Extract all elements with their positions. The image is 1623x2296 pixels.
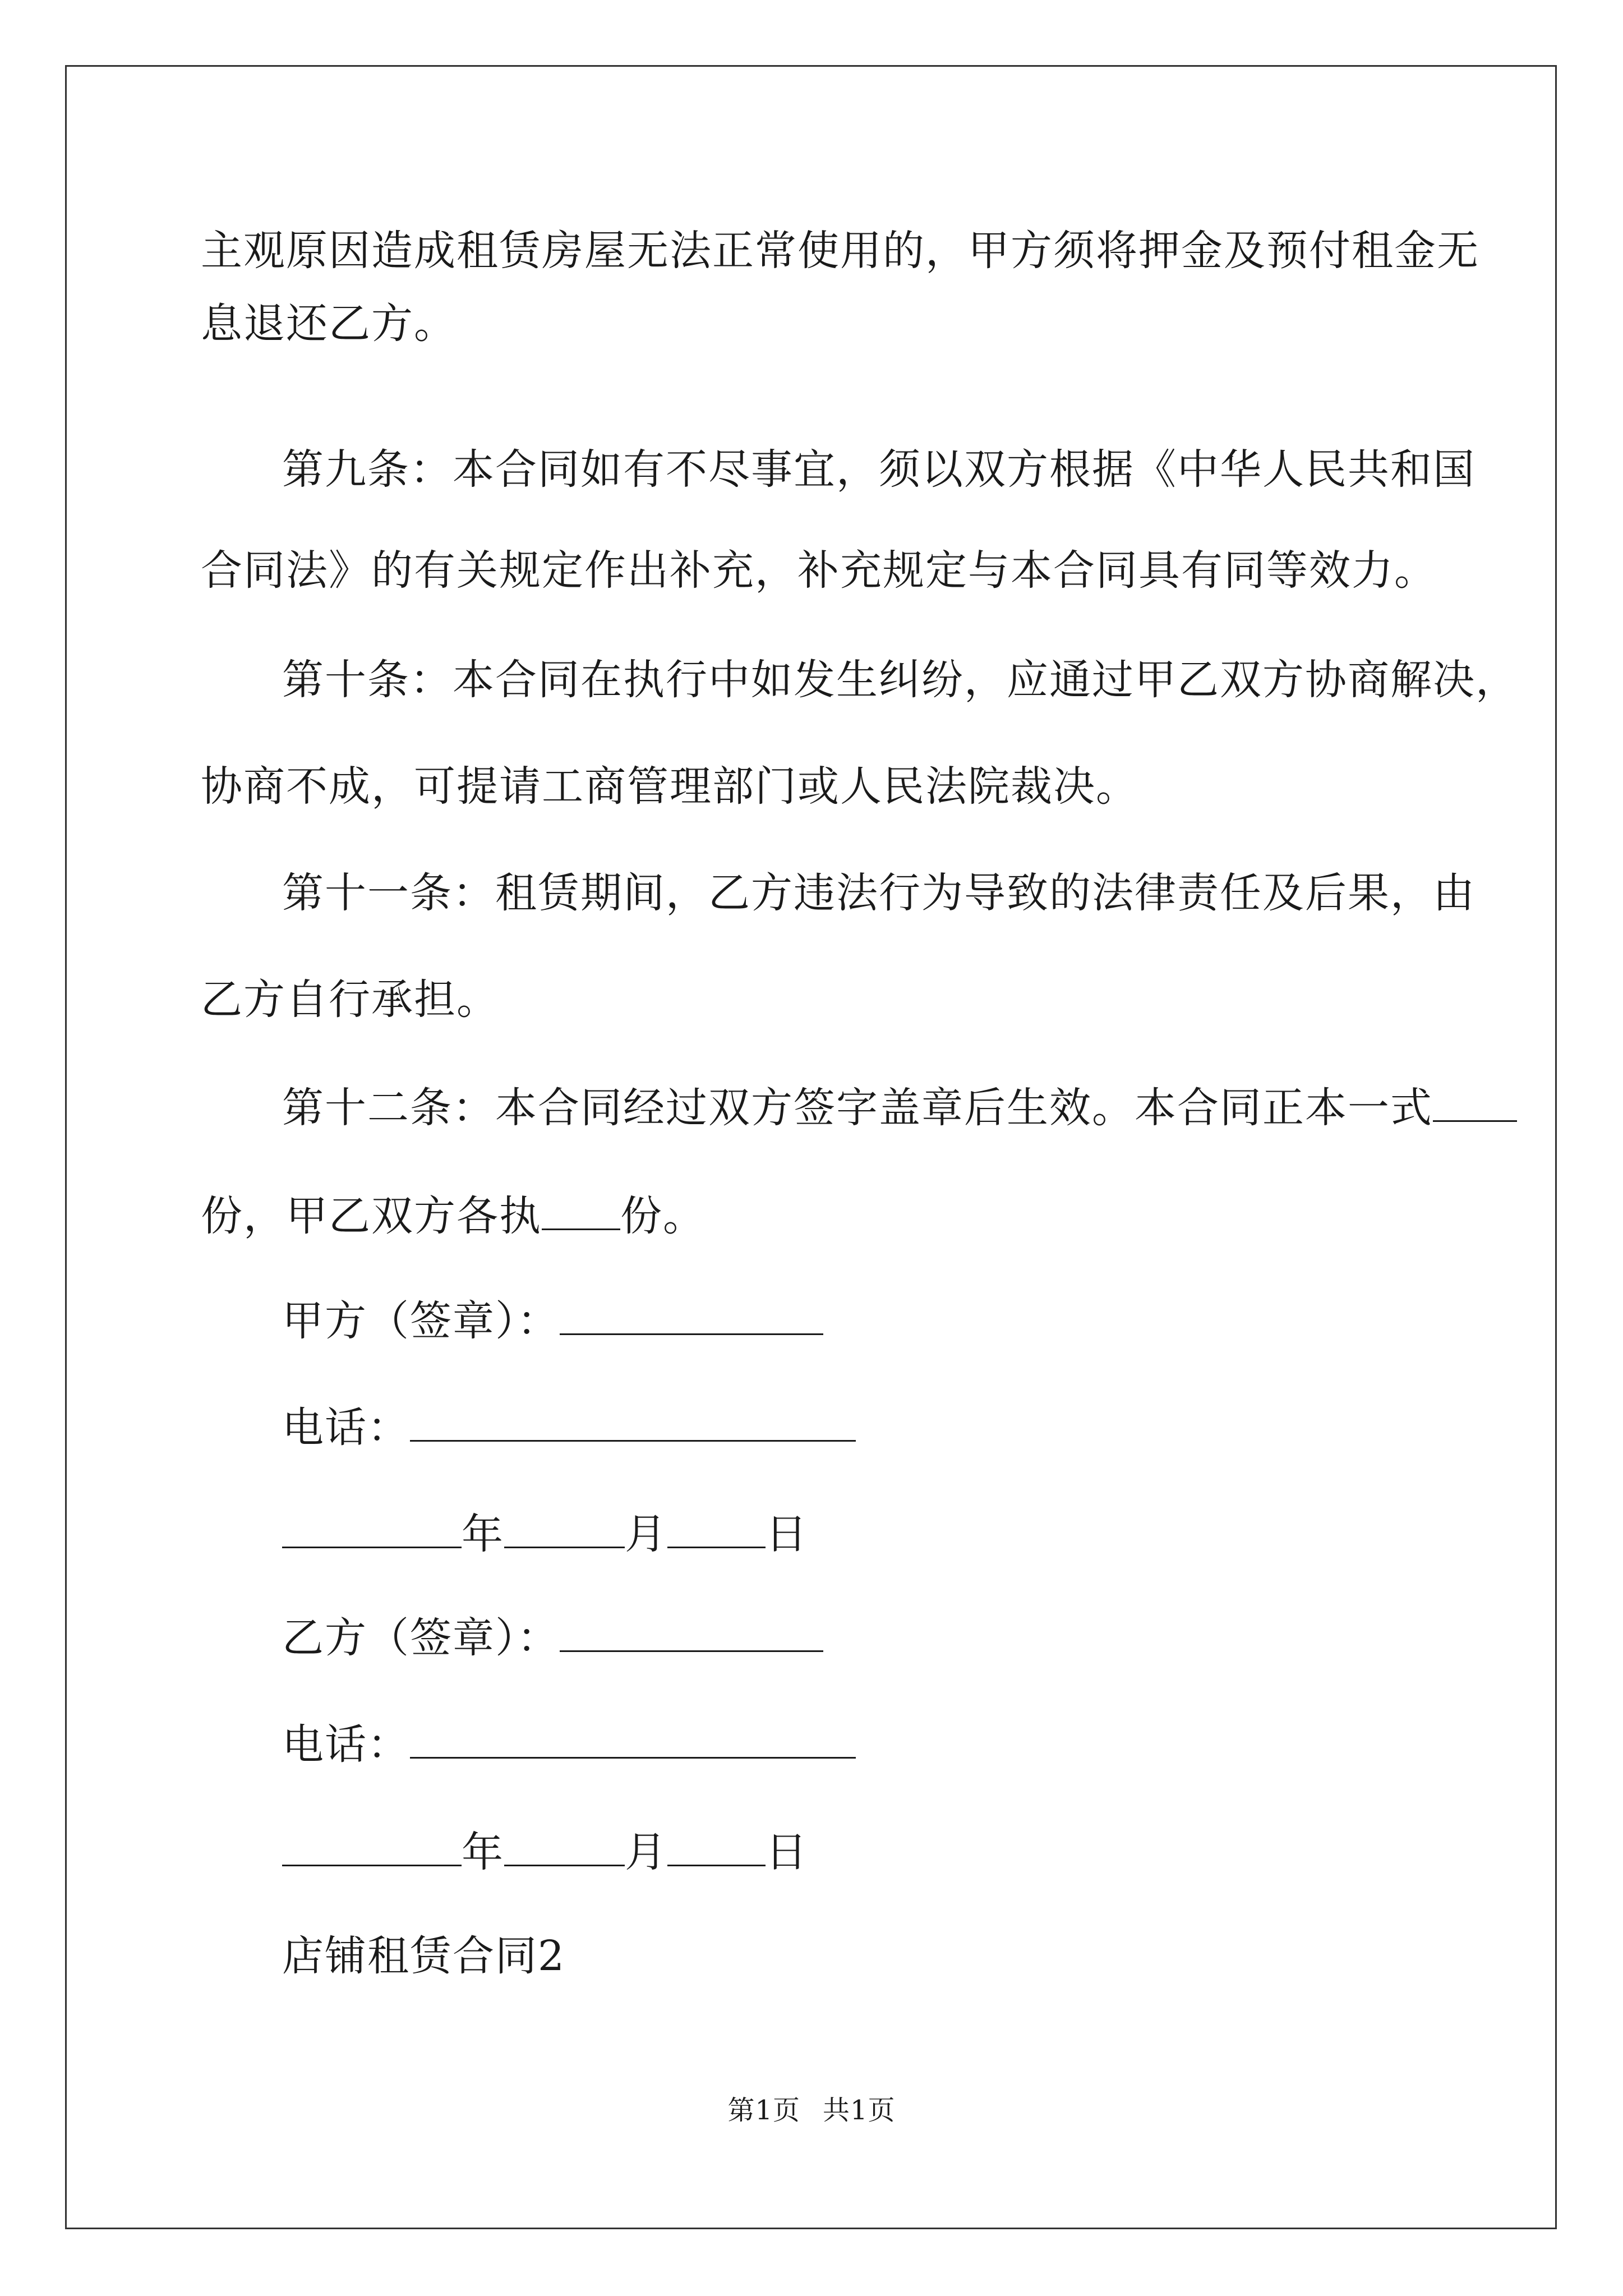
party-a-date-line [282, 1510, 808, 1558]
party-b-signature-line [282, 1614, 823, 1662]
party-b-phone-line [282, 1720, 856, 1769]
party-a-year-label: 年 [462, 1510, 504, 1558]
clause-9-line-1: 第九条：本合同如有不尽事宜，须以双方根据《中华人民共和国 [282, 445, 1476, 494]
body-line-1: 主观原因造成租赁房屋无法正常使用的，甲方须将押金及预付租金无 [201, 227, 1479, 275]
party-a-signature-label: 甲方（签章）： [282, 1297, 560, 1345]
clause-10-line-2: 协商不成，可提请工商管理部门或人民法院裁决。 [201, 762, 1138, 811]
party-a-day-blank [667, 1512, 766, 1548]
party-b-day-label: 日 [766, 1828, 808, 1876]
party-a-phone-label: 电话： [282, 1404, 410, 1452]
page-footer [0, 2097, 1623, 2124]
party-b-signature-label: 乙方（签章）： [282, 1614, 560, 1662]
party-b-date-line [282, 1828, 808, 1876]
clause-12-copies-text: 份，甲乙双方各执 [201, 1192, 542, 1240]
clause-11-line-1: 第十一条：租赁期间，乙方违法行为导致的法律责任及后果，由 [282, 869, 1476, 917]
party-b-year-label: 年 [462, 1828, 504, 1876]
party-a-year-blank [282, 1512, 462, 1548]
party-a-signature-blank [560, 1299, 823, 1335]
party-a-month-label: 月 [625, 1510, 667, 1558]
body-line-2: 息退还乙方。 [201, 300, 457, 348]
party-a-phone-line [282, 1404, 856, 1452]
clause-11-line-2: 乙方自行承担。 [201, 976, 499, 1024]
next-contract-title: 店铺租赁合同2 [282, 1932, 566, 1980]
page-total: 共1页 [823, 2095, 896, 2126]
copies-total-blank [1433, 1085, 1517, 1122]
clause-12-end-text: 份。 [620, 1192, 706, 1240]
party-a-signature-line [282, 1297, 823, 1345]
clause-12-line-1 [282, 1084, 1517, 1132]
party-b-month-blank [504, 1830, 625, 1866]
party-b-phone-blank [410, 1722, 856, 1759]
party-b-day-blank [667, 1830, 766, 1866]
clause-9-line-2: 合同法》的有关规定作出补充，补充规定与本合同具有同等效力。 [201, 546, 1437, 595]
clause-10-line-1: 第十条：本合同在执行中如发生纠纷，应通过甲乙双方协商解决， [282, 656, 1518, 704]
party-b-signature-blank [560, 1616, 823, 1652]
party-b-month-label: 月 [625, 1828, 667, 1876]
party-b-phone-label: 电话： [282, 1720, 410, 1769]
party-b-year-blank [282, 1830, 462, 1866]
page-border [65, 65, 1557, 2229]
party-a-month-blank [504, 1512, 625, 1548]
copies-each-blank [542, 1194, 620, 1230]
party-a-phone-blank [410, 1405, 856, 1442]
clause-12-text: 第十二条：本合同经过双方签字盖章后生效。本合同正本一式 [282, 1084, 1433, 1132]
page-number: 第1页 [727, 2095, 800, 2126]
clause-12-line-2 [201, 1192, 706, 1240]
party-a-day-label: 日 [766, 1510, 808, 1558]
